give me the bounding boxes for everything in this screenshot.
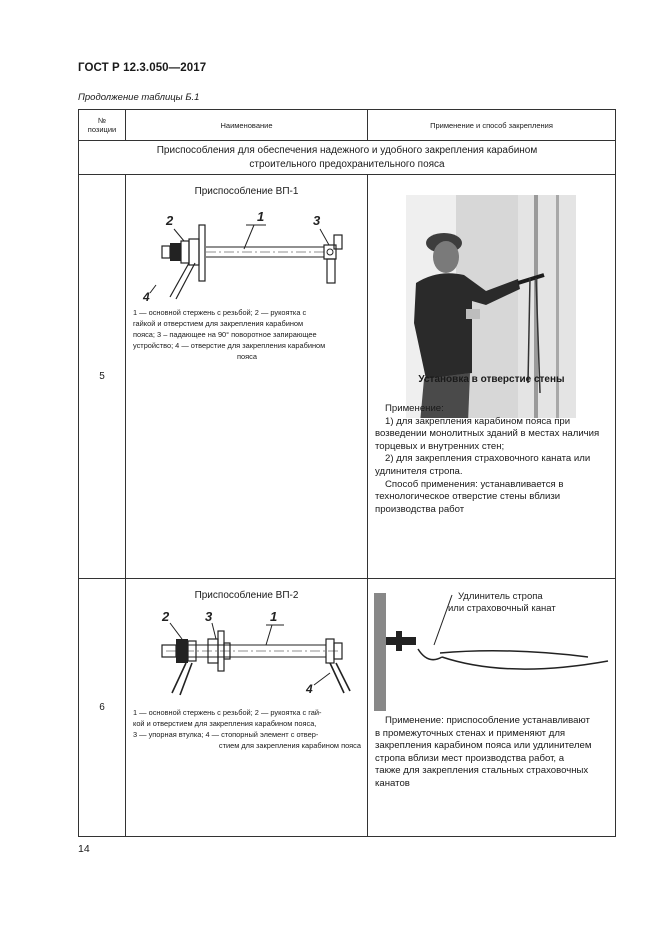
device-title: Приспособление ВП-1 (194, 186, 299, 197)
header-name: Наименование (126, 110, 368, 141)
application-line: 1) для закрепления карабином пояса при (385, 415, 571, 427)
application-line: торцевых и внутренних стен; (375, 440, 505, 452)
table-row (79, 579, 616, 837)
caption-line: устройство; 4 — отверстие для закрепления карабином (133, 341, 326, 350)
header-application: Применение и способ закрепления (368, 110, 616, 141)
device-caption (126, 707, 367, 751)
row-position: 5 (79, 175, 126, 579)
application-line: производства работ (375, 503, 465, 515)
label-3: 3 (313, 213, 321, 228)
label-1: 1 (270, 609, 278, 624)
caption-line: стием для закрепления карабином пояса (218, 741, 361, 750)
label-3: 3 (205, 609, 213, 624)
row-application-cell (368, 579, 616, 837)
page-number: 14 (78, 843, 90, 855)
header-position (79, 110, 126, 141)
row-name-cell (126, 175, 368, 579)
row-position: 6 (79, 579, 126, 837)
application-line: возведении монолитных зданий в местах наличия (375, 428, 600, 440)
device-title: Приспособление ВП-2 (194, 590, 299, 601)
application-line: Применение: приспособление устанавливают (385, 715, 590, 726)
section-title-line2: строительного предохранительного пояса (249, 158, 445, 170)
application-line: Способ применения: устанавливается в (385, 478, 564, 490)
table-header-row (79, 110, 616, 141)
device-vp1-drawing (126, 197, 366, 307)
section-title (79, 141, 616, 175)
row-application-cell (368, 175, 616, 579)
application-line: технологическое отверстие стены вблизи (375, 491, 561, 503)
diagram-label-line2: или страховочный канат (448, 603, 556, 614)
main-table (78, 109, 616, 837)
caption-line: пояса; 3 – падающее на 90° поворотное запирающее (133, 330, 317, 339)
application-text (368, 403, 615, 516)
device-vp2-drawing (126, 601, 366, 701)
application-line: удлинителя стропа. (375, 465, 463, 477)
table-row (79, 175, 616, 579)
label-2: 2 (162, 609, 170, 624)
caption-line: 1 — основной стержень с резьбой; 2 — рукоятка с (133, 308, 307, 317)
row-name-cell (126, 579, 368, 837)
caption-line: пояса (237, 352, 257, 361)
photo-caption: Установка в отверстие стены (418, 374, 565, 385)
section-row (79, 141, 616, 175)
application-line: стропа вблизи мест производства работ, а (375, 752, 565, 764)
label-4: 4 (143, 290, 150, 304)
caption-line: 3 — упорная втулка; 4 — стопорный элемент с отвер- (133, 730, 319, 739)
label-1: 1 (257, 209, 265, 224)
application-line: также для закрепления стальных страховочных (375, 765, 589, 777)
table-caption: Продолжение таблицы Б.1 (78, 92, 200, 103)
header-position-line2: позиции (87, 125, 117, 134)
application-line: канатов (375, 777, 410, 789)
label-4: 4 (306, 682, 313, 696)
section-title-line1: Приспособления для обеспечения надежного и удобного закрепления карабином (156, 144, 538, 156)
application-line: закрепления карабином пояса или удлинителем (375, 740, 592, 752)
document-header: ГОСТ Р 12.3.050—2017 (78, 62, 207, 74)
header-position-line1: № (97, 116, 107, 125)
application-line: Применение: (385, 403, 444, 414)
caption-line: 1 — основной стержень с резьбой; 2 — рукоятка с гай- (133, 708, 322, 717)
caption-line: гайкой и отверстием для закрепления карабином (133, 319, 304, 328)
application-line: 2) для закрепления страховочного каната или (385, 453, 591, 465)
application-text (368, 715, 615, 791)
caption-line: кой и отверстием для закрепления карабином пояса, (133, 719, 317, 728)
attachment-diagram (368, 587, 614, 717)
diagram-label-line1: Удлинитель стропа (458, 591, 543, 602)
application-line: в промежуточных стенах и применяют для (375, 727, 566, 739)
device-caption (126, 307, 367, 362)
label-2: 2 (166, 213, 174, 228)
